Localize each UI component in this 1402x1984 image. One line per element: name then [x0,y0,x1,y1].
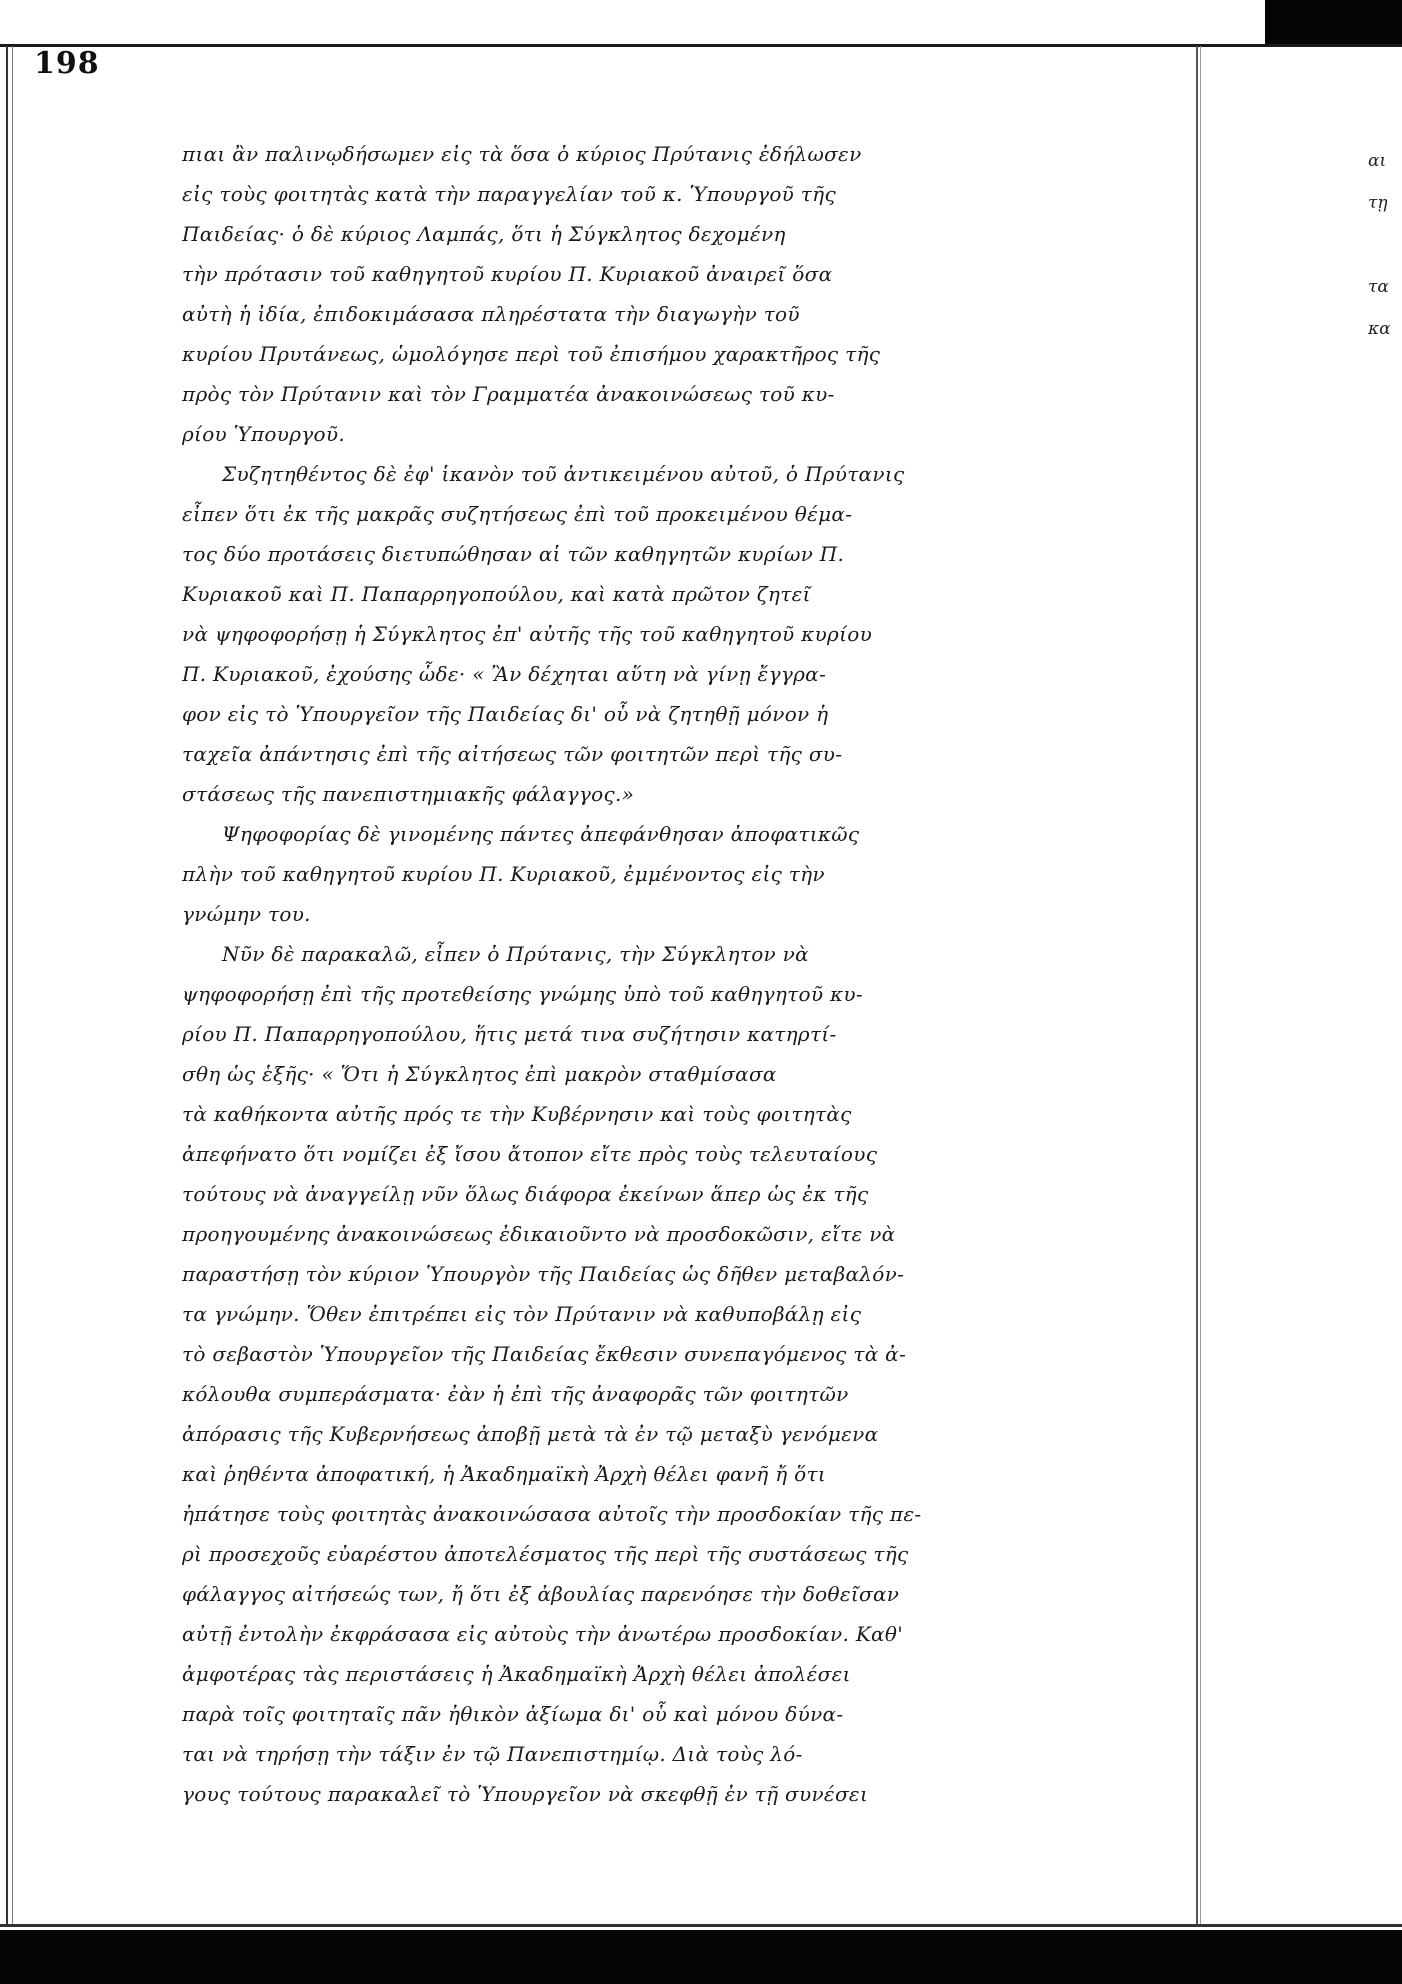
text-line: τὴν πρότασιν τοῦ καθηγητοῦ κυρίου Π. Κυριακοῦ ἀναιρεῖ ὅσα [182,262,833,286]
text-line: ψηφοφορήσῃ ἐπὶ τῆς προτεθείσης γνώμης ὑπὸ τοῦ καθηγητοῦ κυ- [182,982,863,1006]
text-line: παραστήσῃ τὸν κύριον Ὑπουργὸν τῆς Παιδείας ὡς δῆθεν μεταβαλόν- [182,1262,905,1286]
text-line: ται νὰ τηρήσῃ τὴν τάξιν ἐν τῷ Πανεπιστημίῳ. Διὰ τοὺς λό- [182,1742,803,1766]
right-border-line [1196,46,1198,1926]
text-line: προηγουμένης ἀνακοινώσεως ἐδικαιοῦντο νὰ προσδοκῶσιν, εἴτε νὰ [182,1222,896,1246]
text-line: στάσεως τῆς πανεπιστημιακῆς φάλαγγος.» [182,782,635,806]
text-line: αὐτὴ ἡ ἰδία, ἐπιδοκιμάσασα πληρέστατα τὴν διαγωγὴν τοῦ [182,302,800,326]
manuscript-body [182,134,1087,1814]
text-line: τὰ καθήκοντα αὐτῆς πρός τε τὴν Κυβέρνησιν καὶ τοὺς φοιτητὰς [182,1102,852,1126]
text-line: ἀπεφήνατο ὅτι νομίζει ἐξ ἴσου ἄτοπον εἴτε πρὸς τοὺς τελευταίους [182,1142,878,1166]
text-line: φάλαγγος αἰτήσεώς των, ἤ ὅτι ἐξ ἀβουλίας παρενόησε τὴν δοθεῖσαν [182,1582,900,1606]
page-number: 198 [34,46,100,81]
top-border-line [0,44,1402,47]
text-line: ἀπόρασις τῆς Κυβερνήσεως ἀποβῇ μετὰ τὰ ἐν τῷ μεταξὺ γενόμενα [182,1422,879,1446]
text-line: γους τούτους παρακαλεῖ τὸ Ὑπουργεῖον νὰ σκεφθῇ ἐν τῇ συνέσει [182,1782,869,1806]
text-line: ρίου Ὑπουργοῦ. [182,422,345,446]
text-line: Νῦν δὲ παρακαλῶ, εἶπεν ὁ Πρύτανις, τὴν Σύγκλητον νὰ [222,942,809,966]
right-border-line-inner [1200,46,1201,1926]
text-line: τα γνώμην. Ὅθεν ἐπιτρέπει εἰς τὸν Πρύτανιν νὰ καθυποβάλῃ εἰς [182,1302,862,1326]
text-line: σθη ὡς ἑξῆς· « Ὅτι ἡ Σύγκλητος ἐπὶ μακρὸν σταθμίσασα [182,1062,777,1086]
text-line: τούτους νὰ ἀναγγείλῃ νῦν ὅλως διάφορα ἐκείνων ἅπερ ὡς ἐκ τῆς [182,1182,869,1206]
text-line: εἶπεν ὅτι ἐκ τῆς μακρᾶς συζητήσεως ἐπὶ τοῦ προκειμένου θέμα- [182,502,853,526]
text-line: εἰς τοὺς φοιτητὰς κατὰ τὴν παραγγελίαν τοῦ κ. Ὑπουργοῦ τῆς [182,182,836,206]
margin-fragment: αι [1368,151,1387,171]
text-line: πλὴν τοῦ καθηγητοῦ κυρίου Π. Κυριακοῦ, ἐμμένοντος εἰς τὴν [182,862,825,886]
text-line: φον εἰς τὸ Ὑπουργεῖον τῆς Παιδείας δι' οὗ νὰ ζητηθῇ μόνον ἡ [182,702,829,726]
text-line: καὶ ῥηθέντα ἀποφατική, ἡ Ἀκαδημαϊκὴ Ἀρχὴ θέλει φανῆ ἤ ὅτι [182,1462,827,1486]
text-line: αὐτῇ ἐντολὴν ἐκφράσασα εἰς αὐτοὺς τὴν ἀνωτέρω προσδοκίαν. Καθ' [182,1622,904,1646]
text-line: Συζητηθέντος δὲ ἐφ' ἱκανὸν τοῦ ἀντικειμένου αὐτοῦ, ὁ Πρύτανις [222,462,905,486]
text-line: πρὸς τὸν Πρύτανιν καὶ τὸν Γραμματέα ἀνακοινώσεως τοῦ κυ- [182,382,835,406]
left-border-line-inner [12,46,13,1926]
text-line: Κυριακοῦ καὶ Π. Παπαρρηγοπούλου, καὶ κατὰ πρῶτον ζητεῖ [182,582,811,606]
left-border-line [6,46,8,1926]
margin-fragment: τῃ [1368,193,1388,213]
margin-fragment [1368,224,1391,266]
adjacent-page-fragments [1368,140,1391,350]
margin-fragment: κα [1368,319,1391,339]
text-line: κόλουθα συμπεράσματα· ἐὰν ἡ ἐπὶ τῆς ἀναφορᾶς τῶν φοιτητῶν [182,1382,849,1406]
scanner-edge-bottom [0,1930,1402,1984]
text-line: τὸ σεβαστὸν Ὑπουργεῖον τῆς Παιδείας ἔκθεσιν συνεπαγόμενος τὰ ἀ- [182,1342,907,1366]
text-line: Π. Κυριακοῦ, ἐχούσης ὧδε· « Ἂν δέχηται αὕτη νὰ γίνῃ ἔγγρα- [182,662,827,686]
text-line: κυρίου Πρυτάνεως, ὡμολόγησε περὶ τοῦ ἐπισήμου χαρακτῆρος τῆς [182,342,881,366]
text-line: τος δύο προτάσεις διετυπώθησαν αἱ τῶν καθηγητῶν κυρίων Π. [182,542,845,566]
text-line: ἀμφοτέρας τὰς περιστάσεις ἡ Ἀκαδημαϊκὴ Ἀρχὴ θέλει ἀπολέσει [182,1662,851,1686]
text-line: νὰ ψηφοφορήσῃ ἡ Σύγκλητος ἐπ' αὐτῆς τῆς τοῦ καθηγητοῦ κυρίου [182,622,873,646]
scanner-edge-top [1265,0,1402,46]
text-line: ρίου Π. Παπαρρηγοπούλου, ἥτις μετά τινα συζήτησιν κατηρτί- [182,1022,837,1046]
text-line: ἠπάτησε τοὺς φοιτητὰς ἀνακοινώσασα αὐτοῖς τὴν προσδοκίαν τῆς πε- [182,1502,922,1526]
text-line: ταχεῖα ἀπάντησις ἐπὶ τῆς αἰτήσεως τῶν φοιτητῶν περὶ τῆς συ- [182,742,843,766]
text-line: γνώμην του. [182,902,311,926]
text-line: Ψηφοφορίας δὲ γινομένης πάντες ἀπεφάνθησαν ἀποφατικῶς [222,822,860,846]
text-line: Παιδείας· ὁ δὲ κύριος Λαμπάς, ὅτι ἡ Σύγκλητος δεχομένη [182,222,786,246]
bottom-border-line [0,1924,1402,1927]
margin-fragment: τα [1368,277,1389,297]
text-line: παρὰ τοῖς φοιτηταῖς πᾶν ἠθικὸν ἀξίωμα δι' οὗ καὶ μόνου δύνα- [182,1702,844,1726]
text-line: πιαι ἂν παλινῳδήσωμεν εἰς τὰ ὅσα ὁ κύριος Πρύτανις ἐδήλωσεν [182,142,862,166]
text-line: ρὶ προσεχοῦς εὐαρέστου ἀποτελέσματος τῆς περὶ τῆς συστάσεως τῆς [182,1542,909,1566]
